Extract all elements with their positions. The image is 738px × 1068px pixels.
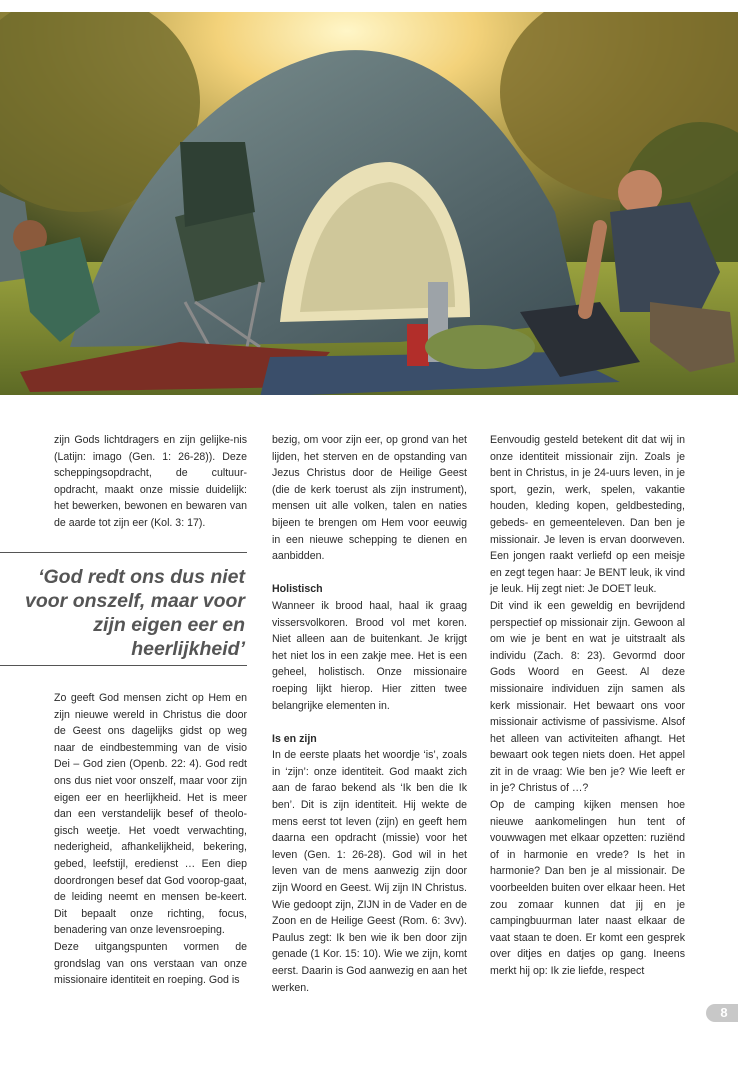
- pull-quote-text: ‘God redt ons dus niet voor onszelf, maar voor zijn eigen eer en heerlijkheid’: [25, 566, 245, 660]
- pull-quote: [0, 552, 247, 666]
- paragraph: Deze uitgangspunten vormen de grondslag van ons verstaan van onze missionaire identiteit en roeping. God is: [54, 940, 247, 987]
- paragraph: Op de camping kijken mensen hoe nieuwe aankomelingen hun tent of vouwwagen met elkaar opzetten: ruziënd of in harmonie en vrede? Is het in harmonie? Dan ben je al missionair. De voorbeelden buiten over elkaar heen. Het zou zomaar kunnen dat jij en je campingbuurman later naast elkaar de vaat staan te doen. Er komt een gesprek over ditjes en datjes op gang. Ineens merkt hij op: Ik zie liefde, respect: [490, 799, 685, 977]
- section-heading: Holistisch: [272, 583, 323, 596]
- paragraph: zijn Gods lichtdragers en zijn gelijke-nis (Latijn: imago (Gen. 1: 26-28)). Deze scheppingsopdracht, de cultuur-opdracht, maakt onze missie duidelijk: het bewerken, bewonen en bewaren van de aarde tot zijn eer (Kol. 3: 17).: [54, 434, 247, 529]
- column-2: [272, 432, 467, 996]
- paragraph: Wanneer ik brood haal, haal ik graag vissersvolkoren. Brood vol met koren. Niet alleen aan de buitenkant. Je krijgt het niet los in een zakje mee. Het is een geheel, holistisch. Onze missionaire roeping lijkt hierop. Hier zitten twee belangrijke elementen in.: [272, 599, 467, 712]
- column-1-bottom: [54, 690, 247, 989]
- camping-tent-photo-icon: [0, 12, 738, 395]
- page-number: 8: [706, 1004, 738, 1022]
- paragraph: In de eerste plaats het woordje ‘is’, zoals in ‘zijn’: onze identiteit. God maakt zich aan de farao bekend als ‘Ik ben die Ik ben’. Dit is zijn identiteit. Hij wekte de mens eerst tot leven (zijn) en geeft hem daarna een opdracht (missie) voor het leven (Gen. 1: 26-28). God wil in het leven van de mens aanwezig zijn door zijn Woord en Geest. Wij zijn IN Christus. Wie gedoopt zijn, ZIJN in de Vader en de Zoon en de Heilige Geest (Rom. 6: 3vv). Paulus zegt: Ik ben wie ik ben door zijn genade (1 Kor. 15: 10). Wie we zijn, komt eerst. Daarin is God aanwezig en aan het werken.: [272, 749, 467, 994]
- paragraph: bezig, om voor zijn eer, op grond van het lijden, het sterven en de opstanding van Jezus Christus door de Heilige Geest (die de kerk toerust als zijn instrument), mensen uit alle volken, talen en naties bijeen te brengen om Hem voor eeuwig in een nieuwe schepping te dienen en aanbidden.: [272, 434, 467, 563]
- column-3: [490, 432, 685, 980]
- section-heading: Is en zijn: [272, 732, 317, 745]
- paragraph: Eenvoudig gesteld betekent dit dat wij in onze identiteit missionair zijn. Zoals je bent in Christus, in je 24-uurs leven, in je sport, gezin, werk, spelen, vakantie houden, kleding kopen, geldbesteding, gebeds- en gemeenteleven. Dan ben je missionair. Je leven is ervan doorweven. Een jongen raakt verliefd op een meisje en zegt tegen haar: Je BENT leuk, ik vind je leuk. Hij zegt niet: Je DOET leuk.: [490, 434, 685, 596]
- paragraph: Zo geeft God mensen zicht op Hem en zijn nieuwe wereld in Christus die door de Geest ons dagelijks gidst op weg naar de eindbestemming van de visio Dei – God zien (Openb. 22: 4). God redt ons dus niet voor onszelf, maar voor zijn eigen eer en heerlijkheid. Het is meer dan een verstandelijk besef of theolo-gisch weetje. Het voedt verwachting, nederigheid, afhankelijkheid, bekering, gebed, leefstijl, eredienst … Een diep doordrongen besef dat God voorop-gaat, de leiding neemt en mensen be-keert. Dit bepaalt onze richting, focus, benadering van onze levensroeping.: [54, 692, 247, 937]
- column-1-top: [54, 432, 247, 532]
- paragraph: Dit vind ik een geweldig en bevrijdend perspectief op missionair zijn. Gewoon al om wie je bent en wat je uitstraalt als individu (Zach. 8: 23). Gevormd door Gods Woord en Geest. Al deze missionaire individuen zijn samen als kerk missionair. Het bewaart ons voor missionair activisme of passivisme. Alsof het alleen van activiteiten afhangt. Het bewaart ook tegen niets doen. Het appel zit in de vraag: Wie ben je? Wie leeft er in je? Christus of …?: [490, 599, 685, 795]
- hero-photo: [0, 12, 738, 395]
